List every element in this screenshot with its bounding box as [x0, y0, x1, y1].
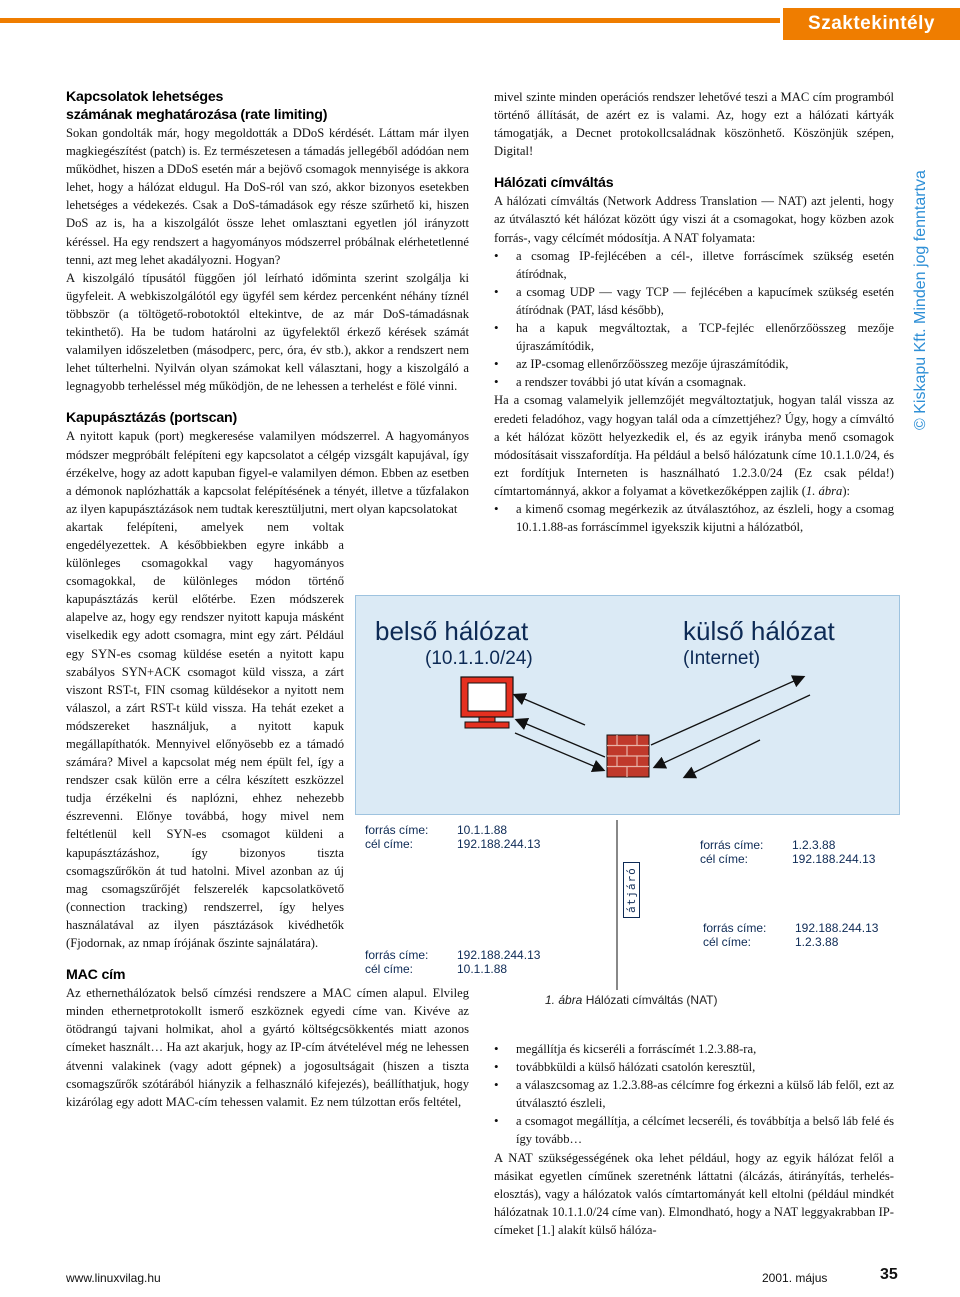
section-tag: Szaktekintély [783, 8, 960, 40]
list-item: • továbbküldi a külső hálózati csatolón keresztül, [494, 1058, 894, 1076]
list-item: • a csomagot megállítja, a célcímet lecseréli, és továbbítja a belső láb felé és így tovább… [494, 1112, 894, 1148]
list-item: • ha a kapuk megváltoztak, a TCP-fejléc ellenőrzőösszeg mezője újraszámítódik, [494, 319, 894, 355]
arrow-to-computer [515, 695, 585, 725]
outer-network-title: külső hálózat [683, 616, 835, 646]
address-block-left-incoming: forrás címe: 192.188.244.13 cél címe: 10.1.1.88 [365, 948, 541, 976]
arrow-from-internet [655, 695, 810, 767]
paragraph: mivel szinte minden operációs rendszer lehetővé teszi a MAC cím programból történő állítását, de azért ez is valami. Az, hogy ezt a hálózati kártyák támogatják, a Decnet protokollcsaládnak köszönhető. Köszönjük szépen, Digital! [494, 90, 894, 159]
heading-rate-limiting-line1: Kapcsolatok lehetséges [66, 89, 224, 105]
footer-date: 2001. május [762, 1271, 828, 1285]
gateway-label: átjáró [623, 862, 640, 918]
paragraph: A NAT szükségességének oka lehet például, hogy az egyik hálózat felől a másikat egyetlen címűnek szeretnénk láttatni (álcázás, átirányítás, terhelés-elosztás), vagy a hálózatok valós címtartományát kell eltolni (például mindkét hálózatnak 10.1.1.0/24 címe van). Elmondható, hogy a NAT leggyakrabban IP-címeket [1.] alakít külső hálóza- [494, 1150, 894, 1237]
paragraph-narrow: akartak felépíteni, amelyek nem voltak engedélyezettek. A későbbiekben egyre inkább a különleges csomagokkal vagy hagyományos csomagokkal, de különleges módon történő kapupásztázás kerül előtérbe. Ezen módszerek alapelve az, hogy egy rendszer nyitott kapuja másként viselkedik egy adott csomagra, mint egy zárt. Például egy SYN-es csomag küldése esetén a nyitott kapu szabályos SYN+ACK csomagot küld vissza, a zárt viszont RST-t, FIN csomag küldésekor a nyitott nem válaszol, a zárt RST-t küld vissza. Ha tehát ezeket a módszereket használjuk, a nyitott kapuk megállapíthatók. Mennyivel előnyösebb ez a támadó számára? Mivel a kapcsolat még nem épült fel, így a rendszer csak külön erre a célra készített eszközzel tudja érzékelni és naplózni, ehhez nehezebb észrevenni. Előnye továbbá, hogy mivel nem feltétlenül kell SYN-es csomagot küldeni a kapupásztázáshoz, így bizonyos tiszta csomagszűrőkön át tud hatolni. Mivel azonban az új mag csomagszűrőjét felszerelék kapcsolatkövető (connection tracking) rendszerrel, így helyes használatával az ilyen pásztázások kivédhetők (Fjodornak, az nmap írójának őszinte sajnálatára). [66, 519, 344, 951]
list-item: • a csomag IP-fejlécében a cél-, illetve forráscímek szükség esetén átíródnak, [494, 247, 894, 283]
heading-mac-address: MAC cím [66, 967, 126, 984]
list-item: • az IP-csomag ellenőrzőösszeg mezője újraszámítódik, [494, 355, 894, 373]
heading-rate-limiting-line2: számának meghatározása (rate limiting) [66, 107, 328, 123]
paragraph: A kiszolgáló típusától függően jól leírható időminta szerint szolgálja ki ügyfeleit. A webkiszolgálótól egy ügyfél sem kérdez percenként néhány tíznél többször (a töltögető-robotoktól eltekintve, de az már DoS-támadásnak tekinthető). Ha be tudom határolni az ügyfelektől érkező kérések számát valamilyen időszeletben (másodperc, perc, óra, év stb.), akkor a rendszert nem lehet túlterhelni. Nyilván olyan számokat kell választani, hogy a kiszolgáló a legnagyobb terheléssel még működjön, de ne lehessen a terhelést e fölé vinni. [66, 270, 469, 394]
arrow-to-computer [517, 720, 605, 757]
header-rule [0, 18, 780, 23]
address-block-right-incoming: forrás címe: 192.188.244.13 cél címe: 1.2.3.88 [703, 921, 879, 949]
right-column [494, 88, 894, 536]
address-block-left-outgoing: forrás címe: 10.1.1.88 cél címe: 192.188.244.13 [365, 823, 541, 851]
firewall-icon [607, 735, 649, 777]
list-item: • a rendszer további jó utat kíván a csomagnak. [494, 373, 894, 391]
nat-example-list [494, 500, 894, 536]
figure-reference: 1. ábra [805, 483, 843, 498]
list-item: • a kimenő csomag megérkezik az útválasztóhoz, az észleli, hogy a csomag 10.1.1.88-as forráscímmel igyekszik kijutni a hálózatból, [494, 500, 894, 536]
list-item: • a válaszcsomag az 1.2.3.88-as célcímre fog érkezni a külső láb felől, ezt az útválasztó észleli, [494, 1076, 894, 1112]
nat-steps-list [494, 247, 894, 392]
page-number: 35 [880, 1266, 898, 1283]
figure-caption: 1. ábra Hálózati címváltás (NAT) [545, 993, 718, 1007]
paragraph: Az ethernethálózatok belső címzési rendszere a MAC címen alapul. Elvileg minden ethernetprotokollt ismerő eszköznek egyedi címe van. Kivéve az ötödrangú tajvani holmikat, ahol a gyártó költségcsökkentés miatt azonos címeket használt… Ha azt akarjuk, hogy az IP-cím átvételével még ne lehessen átvenni valakinek (vagy adott gépnek) a jogosultságait (hiszen a tiszta csomagszűrők szótárából hiányzik a felhasználó kifejezés), beállíthatjuk, hogy kizárólag egy adott MAC-cím tehessen valamit. Ez nem túlzottan erős feltétel, [66, 986, 469, 1109]
arrow-to-gateway [515, 733, 603, 770]
nat-figure [355, 595, 900, 1020]
paragraph: Sokan gondolták már, hogy megoldották a DDoS kérdését. Láttam már ilyen magkiegészítést (patch) is. Ez természetesen a támadás jellegéből adódóan nem működhet, hiszen a DDoS esetén már a bejövő csomagok mennyisége is akkora lehet, hogy a hálózat eldugul. Ha DoS-ról van szó, akkor bizonyos esetekben lehetséges a védekezés. Csak a DoS-támadások egy része szűrhető ki, hiszen DoS az is, ha a kiszolgálót össze lehet omlasztani egyetlen jól irányzott kéréssel. Ha egy rendszert a hagyományos módszerrel próbálnak elérhetetlenné tenni, azt meg lehet akadályozni. Hogyan? [66, 126, 469, 267]
address-block-right-outgoing: forrás címe: 1.2.3.88 cél címe: 192.188.244.13 [700, 838, 876, 866]
header-bar [0, 8, 960, 36]
nat-example-list-continued [494, 1040, 894, 1149]
footer-url: www.linuxvilag.hu [66, 1271, 161, 1285]
paragraph: A hálózati címváltás (Network Address Translation — NAT) azt jelenti, hogy az útválasztó két hálózat között úgy viszi át a csomagokat, hogy közben azok forrás-, vagy célcímét módosítja. A NAT folyamata: [494, 194, 894, 245]
arrow-to-internet [651, 677, 803, 745]
paragraph: A nyitott kapuk (port) megkeresése valamilyen módszerrel. A hagyományos módszer megpróbált felépíteni egy kapcsolatot a célgép vizsgált kapujával, így érzékelve, hogy az adott kapuban figyel-e valamilyen démon. Ebben az esetben a démonok naplózhatták a kapcsolat felépítésének a tényét, illetve a tűzfalakon az ilyen kapupásztázások nem tudtak keresztüljutni, mert olyan kapcsolatokat [66, 429, 469, 516]
outer-network-range: (Internet) [683, 648, 761, 669]
heading-nat: Hálózati címváltás [494, 175, 614, 192]
computer-icon [461, 677, 513, 728]
inner-network-title: belső hálózat [375, 616, 529, 646]
arrow-from-internet [685, 740, 760, 777]
copyright-notice: © Kiskapu Kft. Minden jog fenntartva [912, 170, 929, 430]
list-item: • a csomag UDP — vagy TCP — fejlécében a kapucímek szükség esetén átíródnak (PAT, lásd később), [494, 283, 894, 319]
right-column-lower [494, 1040, 894, 1239]
heading-portscan: Kapupásztázás (portscan) [66, 410, 238, 427]
paragraph: Ha a csomag valamelyik jellemzőjét megváltoztatjuk, hogyan talál vissza az eredeti feladóhoz, vagy hogyan talál oda a címzettjéhez? Úgy, hogy a címváltó a két hálózat között helyezkedik el, és az egyik irányba menő csomagok módosításait visszafordítja. Ha például a belső hálózatunk címe 10.1.1.0/24, és ezt fordítjuk Interneten is használható 1.2.3.0/24 (Ez csak példa!) címtartománnyá, akkor a folyamat a következőképpen zajlik (1. ábra): [494, 393, 894, 498]
list-item: • megállítja és kicseréli a forráscímét 1.2.3.88-ra, [494, 1040, 894, 1058]
inner-network-range: (10.1.1.0/24) [425, 648, 533, 669]
